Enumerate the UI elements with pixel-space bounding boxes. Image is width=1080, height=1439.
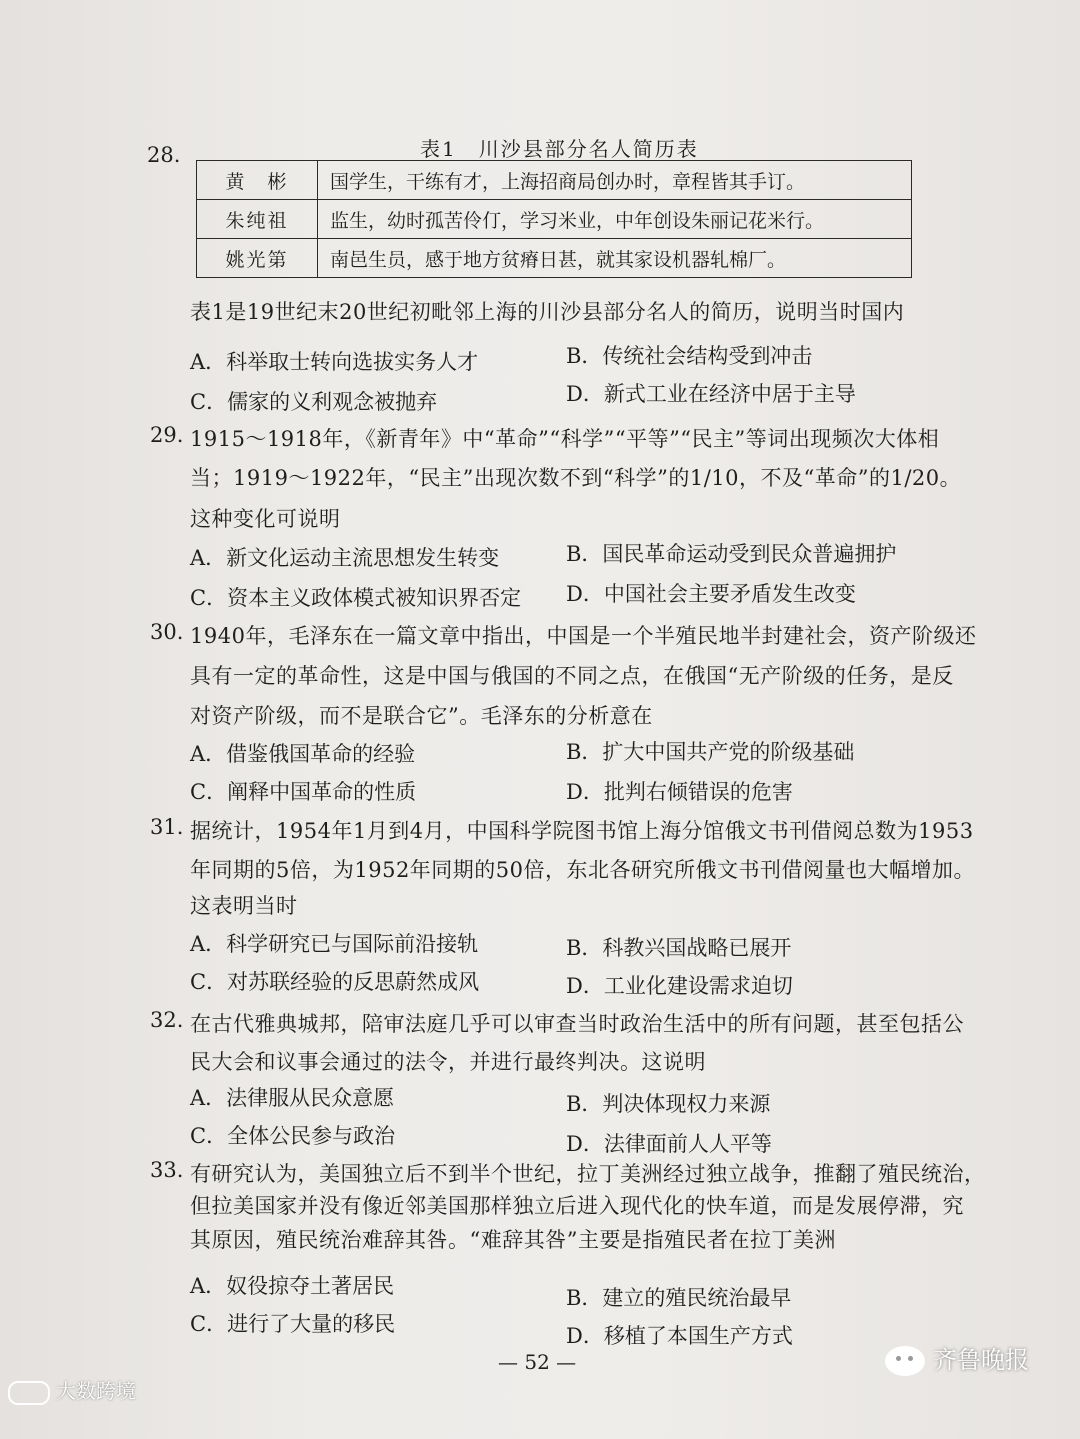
q28-option-c: C．儒家的义利观念被抛弃 (190, 390, 438, 414)
q29-option-b: B．国民革命运动受到民众普遍拥护 (566, 542, 897, 566)
table-cell-name: 黄 彬 (197, 161, 318, 200)
q29-stem-line-3: 这种变化可说明 (190, 507, 341, 531)
q30-stem-line-1: 1940年，毛泽东在一篇文章中指出，中国是一个半殖民地半封建社会，资产阶级还 (190, 624, 977, 648)
q29-option-a: A．新文化运动主流思想发生转变 (190, 546, 500, 570)
q31-stem-line-1: 据统计，1954年1月到4月，中国科学院图书馆上海分馆俄文书刊借阅总数为1953 (190, 819, 974, 843)
q31-stem-line-2: 年同期的5倍，为1952年同期的50倍，东北各研究所俄文书刊借阅量也大幅增加。 (190, 858, 976, 882)
q30-option-c: C．阐释中国革命的性质 (190, 780, 417, 804)
q32-number: 32. (150, 1008, 184, 1032)
q30-stem-line-2: 具有一定的革命性，这是中国与俄国的不同之点，在俄国“无产阶级的任务，是反 (190, 664, 954, 688)
wechat-icon (885, 1346, 925, 1376)
q33-stem-line-3: 其原因，殖民统治难辞其咎。“难辞其咎”主要是指殖民者在拉丁美洲 (190, 1228, 836, 1252)
q32-option-b: B．判决体现权力来源 (566, 1092, 771, 1116)
q31-option-a: A．科学研究已与国际前沿接轨 (190, 932, 479, 956)
q33-stem-line-1: 有研究认为，美国独立后不到半个世纪，拉丁美洲经过独立战争，推翻了殖民统治， (190, 1162, 986, 1186)
q32-stem-line-2: 民大会和议事会通过的法令，并进行最终判决。这说明 (190, 1050, 706, 1074)
q31-option-b: B．科教兴国战略已展开 (566, 936, 792, 960)
q33-option-b: B．建立的殖民统治最早 (566, 1286, 792, 1310)
table-cell-name: 姚光第 (197, 239, 318, 278)
watermark-left-text: 大数跨境 (56, 1379, 136, 1403)
q29-stem-line-1: 1915～1918年，《新青年》中“革命”“科学”“平等”“民主”等词出现频次大体相 (190, 427, 940, 451)
q28-option-a: A．科举取士转向选拔实务人才 (190, 350, 479, 374)
q33-option-a: A．奴役掠夺土著居民 (190, 1274, 395, 1298)
q30-option-b: B．扩大中国共产党的阶级基础 (566, 740, 855, 764)
table-row (197, 161, 912, 200)
q30-stem-line-3: 对资产阶级，而不是联合它”。毛泽东的分析意在 (190, 704, 653, 728)
q28-option-d: D．新式工业在经济中居于主导 (566, 382, 856, 406)
table-cell-desc: 南邑生员，感于地方贫瘠日甚，就其家设机器轧棉厂。 (318, 239, 912, 278)
q31-option-d: D．工业化建设需求迫切 (566, 974, 793, 998)
q33-number: 33. (150, 1158, 184, 1182)
table-row (197, 239, 912, 278)
q31-number: 31. (150, 815, 184, 839)
table-cell-desc: 监生，幼时孤苦伶仃，学习米业，中年创设朱丽记花米行。 (318, 200, 912, 239)
q30-option-a: A．借鉴俄国革命的经验 (190, 742, 416, 766)
watermark-right-text: 齐鲁晚报 (933, 1346, 1029, 1374)
q32-stem-line-1: 在古代雅典城邦，陪审法庭几乎可以审查当时政治生活中的所有问题，甚至包括公 (190, 1012, 964, 1036)
q31-option-c: C．对苏联经验的反思蔚然成风 (190, 970, 480, 994)
q33-option-d: D．移植了本国生产方式 (566, 1324, 793, 1348)
q30-number: 30. (150, 620, 184, 644)
q28-number: 28. (147, 143, 181, 167)
q29-option-d: D．中国社会主要矛盾发生改变 (566, 582, 856, 606)
q29-number: 29. (150, 423, 184, 447)
q30-option-d: D．批判右倾错误的危害 (566, 780, 793, 804)
q32-option-c: C．全体公民参与政治 (190, 1124, 396, 1148)
brand-logo-icon (8, 1381, 50, 1405)
q29-option-c: C．资本主义政体模式被知识界否定 (190, 586, 522, 610)
watermark-left (8, 1375, 136, 1405)
q28-option-b: B．传统社会结构受到冲击 (566, 344, 813, 368)
table-row (197, 200, 912, 239)
q29-stem-line-2: 当；1919～1922年，“民主”出现次数不到“科学”的1/10，不及“革命”的1/20。 (190, 466, 962, 490)
q28-biography-table (196, 160, 912, 278)
table-cell-name: 朱纯祖 (197, 200, 318, 239)
table-cell-desc: 国学生，干练有才，上海招商局创办时，章程皆其手订。 (318, 161, 912, 200)
q33-option-c: C．进行了大量的移民 (190, 1312, 396, 1336)
q31-stem-line-3: 这表明当时 (190, 894, 298, 918)
q32-option-a: A．法律服从民众意愿 (190, 1086, 395, 1110)
q32-option-d: D．法律面前人人平等 (566, 1132, 772, 1156)
page-number: — 52 — (498, 1350, 577, 1374)
q28-stem: 表1是19世纪末20世纪初毗邻上海的川沙县部分名人的简历，说明当时国内 (190, 300, 905, 324)
q28-table-title: 表1 川沙县部分名人简历表 (420, 137, 699, 161)
q33-stem-line-2: 但拉美国家并没有像近邻美国那样独立后进入现代化的快车道，而是发展停滞，究 (190, 1194, 964, 1218)
watermark-right (885, 1340, 1029, 1376)
